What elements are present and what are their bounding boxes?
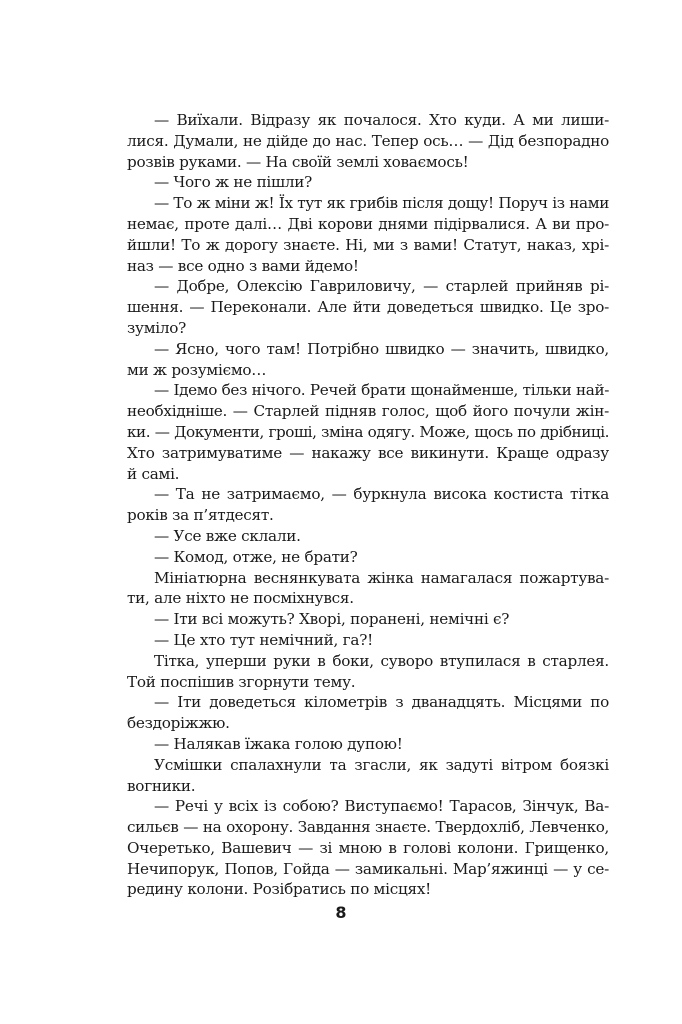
text-line: — Налякав їжака голою дупою! bbox=[154, 734, 403, 753]
text-line: Нечипорук, Попов, Гойда — замикальні. Мар’яжинці — у се- bbox=[127, 859, 609, 878]
text-line: ти, але ніхто не посміхнувся. bbox=[127, 589, 354, 608]
text-line: — Чого ж не пішли? bbox=[154, 173, 313, 192]
text-line: — Комод, отже, не брати? bbox=[154, 547, 358, 566]
text-line: редину колони. Розібратись по місцях! bbox=[127, 880, 431, 899]
text-line: бездоріжжю. bbox=[127, 714, 230, 733]
text-line: років за п’ятдесят. bbox=[127, 506, 274, 525]
text-line: зуміло? bbox=[127, 318, 187, 337]
page-number: 8 bbox=[335, 903, 347, 922]
text-line: вогники. bbox=[127, 776, 196, 795]
text-line: необхідніше. — Старлей підняв голос, щоб його почули жін- bbox=[127, 402, 609, 421]
text-line: сильєв — на охорону. Завдання знаєте. Твердохліб, Левченко, bbox=[127, 818, 609, 837]
text-line: — Та не затримаємо, — буркнула висока костиста тітка bbox=[154, 485, 609, 504]
text-line: — Це хто тут немічний, га?! bbox=[154, 630, 373, 649]
text-line: ки. — Документи, гроші, зміна одягу. Може, щось по дрібниці. bbox=[127, 422, 609, 441]
text-line: Тітка, уперши руки в боки, суворо втупилася в старлея. bbox=[154, 651, 609, 670]
body-text bbox=[127, 110, 609, 900]
text-line: — Усе вже склали. bbox=[154, 526, 301, 545]
text-line: — Речі у всіх із собою? Виступаємо! Тарасов, Зінчук, Ва- bbox=[154, 797, 609, 816]
text-line: шення. — Переконали. Але йти доведеться швидко. Це зро- bbox=[127, 298, 609, 317]
text-line: розвів руками. — На своїй землі ховаємось! bbox=[127, 152, 469, 171]
text-line: — Добре, Олексію Гавриловичу, — старлей прийняв рі- bbox=[154, 277, 609, 296]
text-line: Очеретько, Вашевич — зі мною в голові колони. Грищенко, bbox=[127, 838, 609, 857]
text-line: немає, проте далі… Дві корови днями підірвалися. А ви про- bbox=[127, 214, 609, 233]
text-line: Хто затримуватиме — накажу все викинути. Краще одразу bbox=[127, 443, 609, 462]
text-line: й самі. bbox=[127, 464, 180, 483]
text-line: лися. Думали, не дійде до нас. Тепер ось… — Дід безпорадно bbox=[127, 131, 609, 150]
text-line: наз — все одно з вами йдемо! bbox=[127, 256, 359, 275]
text-line: йшли! То ж дорогу знаєте. Ні, ми з вами! Статут, наказ, хрі- bbox=[127, 235, 609, 254]
text-line: — Іти всі можуть? Хворі, поранені, немічні є? bbox=[154, 610, 510, 629]
text-line: Мініатюрна веснянкувата жінка намагалася пожартува- bbox=[154, 568, 609, 587]
text-line: — Ідемо без нічого. Речей брати щонайменше, тільки най- bbox=[154, 381, 609, 400]
text-line: — Ясно, чого там! Потрібно швидко — значить, швидко, bbox=[154, 339, 609, 358]
text-line: ми ж розуміємо… bbox=[127, 360, 267, 379]
text-line: — То ж міни ж! Їх тут як грибів після дощу! Поруч із нами bbox=[154, 194, 609, 213]
text-line: — Іти доведеться кілометрів з дванадцять. Місцями по bbox=[154, 693, 609, 712]
text-line: Усмішки спалахнули та згасли, як задуті вітром боязкі bbox=[154, 755, 609, 774]
text-line: Той поспішив згорнути тему. bbox=[127, 672, 356, 691]
text-line: — Виїхали. Відразу як почалося. Хто куди. А ми лиши- bbox=[154, 111, 609, 129]
